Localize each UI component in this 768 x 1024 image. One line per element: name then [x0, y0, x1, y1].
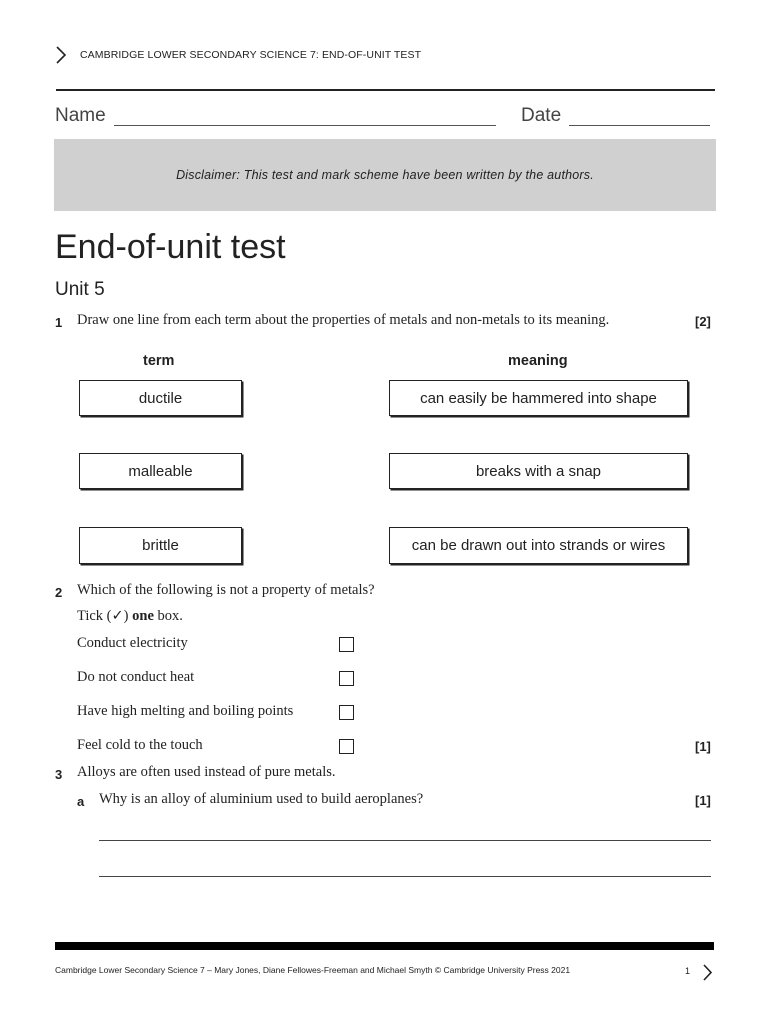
header-rule	[56, 89, 715, 91]
q2-instruction-prefix: Tick (✓)	[77, 608, 133, 624]
q2-option-checkbox[interactable]	[339, 637, 354, 652]
q2-number: 2	[55, 585, 63, 600]
q2-option-checkbox[interactable]	[339, 705, 354, 720]
date-label: Date	[521, 105, 562, 126]
disclaimer-text: Disclaimer: This test and mark scheme have been written by the authors.	[176, 168, 594, 182]
footer-rule	[55, 942, 714, 950]
term-box-malleable[interactable]: malleable	[79, 453, 242, 489]
answer-line[interactable]	[99, 876, 711, 877]
chevron-right-icon[interactable]	[702, 964, 713, 981]
meaning-box-strands[interactable]: can be drawn out into strands or wires	[389, 527, 688, 564]
q2-option-checkbox[interactable]	[339, 671, 354, 686]
name-label: Name	[55, 105, 106, 126]
date-field[interactable]	[569, 125, 710, 126]
q3-number: 3	[55, 767, 63, 782]
q2-option-checkbox[interactable]	[339, 739, 354, 754]
q1-text: Draw one line from each term about the properties of metals and non-metals to its meaning.	[77, 312, 610, 328]
meaning-box-snap[interactable]: breaks with a snap	[389, 453, 688, 489]
q2-option-label: Have high melting and boiling points	[77, 703, 294, 719]
chevron-right-icon	[55, 46, 67, 64]
q3-text: Alloys are often used instead of pure metals.	[77, 764, 336, 780]
disclaimer-box	[54, 139, 716, 211]
q2-text: Which of the following is not a property of metals?	[77, 582, 375, 598]
q2-instruction	[77, 608, 183, 625]
answer-line[interactable]	[99, 840, 711, 841]
q1-marks: [2]	[695, 314, 711, 329]
page-number: 1	[685, 966, 691, 976]
q2-option-label: Do not conduct heat	[77, 669, 195, 685]
q2-instruction-bold: one	[132, 608, 154, 624]
running-header: CAMBRIDGE LOWER SECONDARY SCIENCE 7: END-OF-UNIT TEST	[80, 49, 422, 61]
unit-label: Unit 5	[55, 279, 105, 300]
name-field[interactable]	[114, 125, 496, 126]
meaning-heading: meaning	[508, 353, 568, 369]
q2-instruction-suffix: box.	[153, 608, 183, 624]
term-box-brittle[interactable]: brittle	[79, 527, 242, 564]
q3a-label: a	[77, 794, 85, 809]
meaning-box-hammered[interactable]: can easily be hammered into shape	[389, 380, 688, 416]
q1-number: 1	[55, 315, 63, 330]
footer-credit: Cambridge Lower Secondary Science 7 – Mary Jones, Diane Fellowes-Freeman and Michael Smyth © Cambridge University Press 2021	[55, 965, 571, 975]
page-title: End-of-unit test	[55, 228, 286, 266]
term-box-ductile[interactable]: ductile	[79, 380, 242, 416]
q2-option-label: Conduct electricity	[77, 635, 188, 651]
term-heading: term	[143, 353, 175, 369]
q3a-marks: [1]	[695, 793, 711, 808]
q3a-text: Why is an alloy of aluminium used to build aeroplanes?	[99, 791, 424, 807]
q2-marks: [1]	[695, 739, 711, 754]
q2-option-label: Feel cold to the touch	[77, 737, 203, 753]
